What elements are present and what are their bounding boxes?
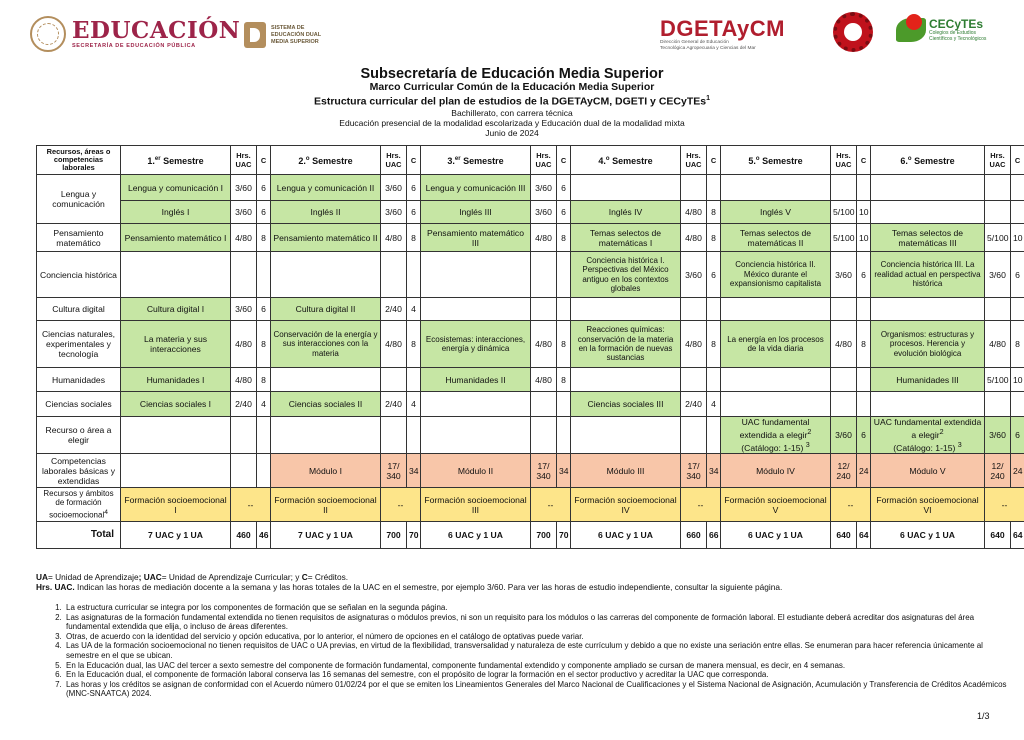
empty-cell [271, 252, 381, 298]
empty-cell [407, 252, 421, 298]
empty-cell [231, 417, 257, 454]
hrs-cell: 4/80 [231, 224, 257, 252]
title-marco: Marco Curricular Común de la Educación Media Superior [369, 81, 655, 93]
empty-cell [407, 417, 421, 454]
legend [36, 572, 996, 592]
table-header-row [37, 146, 1024, 175]
hrs-cell: 3/60 [831, 417, 857, 454]
area-lengua: Lengua y comunicación [37, 175, 121, 224]
hrs-cell: 4/80 [231, 368, 257, 392]
uac-cell: Conciencia histórica III. La realidad actual en perspectiva histórica [871, 252, 985, 298]
table-row-sociales [37, 392, 1024, 417]
hrs-cell: 3/60 [985, 252, 1011, 298]
uac-cell: La materia y sus interacciones [121, 321, 231, 368]
area-conciencia: Conciencia histórica [37, 252, 121, 298]
hrs-cell: 17/ 340 [681, 454, 707, 488]
uac-cell: Inglés III [421, 201, 531, 224]
credits-cell: 10 [857, 201, 871, 224]
uac-cell: Formación socioemocional III [421, 488, 531, 522]
credits-cell: 8 [257, 321, 271, 368]
hrs-cell: 4/80 [381, 321, 407, 368]
empty-cell [1011, 175, 1024, 201]
title-fecha: Junio de 2024 [485, 127, 539, 138]
uac-cell: Formación socioemocional II [271, 488, 381, 522]
uac-cell: Lengua y comunicación III [421, 175, 531, 201]
empty-cell [531, 252, 557, 298]
total-credits-cell: 70 [557, 522, 571, 549]
title-estructura: Estructura curricular del plan de estudios de la DGETAyCM, DGETI y CECyTEs$^1$ [313, 95, 710, 108]
document-titles [0, 66, 1024, 138]
uac-cell: Ciencias sociales I [121, 392, 231, 417]
empty-cell [257, 417, 271, 454]
credits-cell: 8 [1011, 321, 1024, 368]
empty-cell [985, 298, 1011, 321]
uac-cell: Módulo III [571, 454, 681, 488]
area-socioemocional: Recursos y ámbitos de formación socioemocional$^4$ [37, 488, 121, 522]
dgetaycm-sub-2: Tecnológica Agropecuaria y Ciencias del Mar [660, 46, 756, 51]
hrs-cell: 2/40 [381, 392, 407, 417]
empty-cell [681, 175, 707, 201]
header-hrs-uac-5: Hrs. UAC [831, 146, 857, 175]
mexico-seal-icon [30, 16, 66, 52]
hrs-cell: 3/60 [681, 252, 707, 298]
empty-cell [707, 298, 721, 321]
hrs-cell: 2/40 [231, 392, 257, 417]
empty-cell [831, 298, 857, 321]
empty-cell [571, 175, 681, 201]
hrs-cell: -- [985, 488, 1024, 522]
uac-cell: Módulo V [871, 454, 985, 488]
header-semester-4: 4.$^o$ Semestre [571, 146, 681, 175]
hrs-cell: 4/80 [831, 321, 857, 368]
credits-cell: 10 [857, 224, 871, 252]
empty-cell [707, 175, 721, 201]
uac-cell: Ciencias sociales II [271, 392, 381, 417]
educacion-logo-name: EDUCACIÓN [72, 17, 241, 44]
credits-cell: 34 [557, 454, 571, 488]
header-semester-5: 5.$^o$ Semestre [721, 146, 831, 175]
empty-cell [531, 298, 557, 321]
empty-cell [557, 298, 571, 321]
credits-cell: 8 [557, 368, 571, 392]
uac-cell: Inglés V [721, 201, 831, 224]
total-hrs-cell: 700 [531, 522, 557, 549]
hrs-cell: -- [531, 488, 571, 522]
empty-cell [381, 252, 407, 298]
footnote-2: 2. Las asignaturas de la formación fundamental extendida no tienen requisitos de asignaturas o módulos previos, ni son un requisito para los módulos o las carreras del componente de formación laboral. El estudiante deberá acreditar dos asignaturas del área fundamental extendida que elija, o incluso de áreas diferentes. [64, 613, 1014, 632]
leaf-icon [896, 18, 926, 42]
credits-cell: 4 [407, 298, 421, 321]
uac-cell: Pensamiento matemático I [121, 224, 231, 252]
total-credits-cell: 46 [257, 522, 271, 549]
uac-cell: Conciencia histórica II. México durante el expansionismo capitalista [721, 252, 831, 298]
hrs-cell: 5/100 [985, 368, 1011, 392]
hrs-cell: 3/60 [381, 201, 407, 224]
credits-cell: 10 [1011, 224, 1024, 252]
empty-cell [721, 368, 831, 392]
header-hrs-uac-6: Hrs. UAC [985, 146, 1011, 175]
hrs-cell: 3/60 [381, 175, 407, 201]
uac-cell: La energía en los procesos de la vida diaria [721, 321, 831, 368]
table-row-recurso [37, 417, 1024, 454]
empty-cell [557, 252, 571, 298]
hrs-cell: 4/80 [531, 224, 557, 252]
header-semester-6: 6.$^o$ Semestre [871, 146, 985, 175]
hrs-cell: -- [231, 488, 271, 522]
empty-cell [707, 368, 721, 392]
uac-cell: Ciencias sociales III [571, 392, 681, 417]
credits-cell: 6 [707, 252, 721, 298]
dgeti-logo [833, 12, 873, 52]
header-hrs-uac-4: Hrs. UAC [681, 146, 707, 175]
empty-cell [121, 252, 231, 298]
uac-cell: Formación socioemocional I [121, 488, 231, 522]
credits-cell: 4 [257, 392, 271, 417]
credits-cell: 6 [257, 175, 271, 201]
hrs-cell: -- [831, 488, 871, 522]
uac-cell: Inglés II [271, 201, 381, 224]
empty-cell [857, 392, 871, 417]
dual-mark-icon [244, 22, 266, 48]
hrs-cell: 2/40 [381, 298, 407, 321]
empty-cell [721, 392, 831, 417]
credits-cell: 8 [707, 321, 721, 368]
dgetaycm-logo [660, 18, 785, 52]
table-row-cultura [37, 298, 1024, 321]
credits-cell: 4 [707, 392, 721, 417]
credits-cell: 6 [257, 298, 271, 321]
credits-cell: 6 [557, 201, 571, 224]
empty-cell [871, 201, 985, 224]
empty-cell [231, 454, 257, 488]
table-row-competencias [37, 454, 1024, 488]
footnote-4: 4. Las UA de la formación socioemocional no tienen requisitos de UAC o UA previas, en virtud de la flexibilidad, transversalidad y naturaleza de este currículum y debido a que no existe una seriación entre ellas. Se enumeran para hacer referencia únicamente al semestre en el que se ubican. [64, 641, 1014, 660]
hrs-cell: 4/80 [381, 224, 407, 252]
empty-cell [557, 392, 571, 417]
table-row-ciencias [37, 321, 1024, 368]
uac-cell: Módulo II [421, 454, 531, 488]
curriculum-table [36, 145, 1024, 549]
empty-cell [681, 368, 707, 392]
uac-cell: Cultura digital II [271, 298, 381, 321]
empty-cell [531, 392, 557, 417]
hrs-cell: 4/80 [681, 224, 707, 252]
empty-cell [985, 201, 1011, 224]
total-label: Total [37, 522, 121, 549]
hrs-cell: 2/40 [681, 392, 707, 417]
empty-cell [1011, 298, 1024, 321]
credits-cell: 8 [557, 224, 571, 252]
table-row-lengua [37, 175, 1024, 201]
empty-cell [421, 417, 531, 454]
empty-cell [871, 392, 985, 417]
hrs-cell: 4/80 [231, 321, 257, 368]
empty-cell [681, 298, 707, 321]
empty-cell [271, 368, 381, 392]
uac-cell: Temas selectos de matemáticas I [571, 224, 681, 252]
hrs-cell: -- [381, 488, 421, 522]
empty-cell [231, 252, 257, 298]
header-hrs-uac-3: Hrs. UAC [531, 146, 557, 175]
total-uac-cell: 7 UAC y 1 UA [271, 522, 381, 549]
empty-cell [381, 417, 407, 454]
hrs-cell: 3/60 [985, 417, 1011, 454]
empty-cell [421, 392, 531, 417]
credits-cell: 6 [407, 175, 421, 201]
empty-cell [271, 417, 381, 454]
title-bachillerato: Bachillerato, con carrera técnica [451, 107, 573, 118]
header-semester-1: 1.$^{er}$ Semestre [121, 146, 231, 175]
empty-cell [721, 298, 831, 321]
total-credits-cell: 70 [407, 522, 421, 549]
uac-cell: Cultura digital I [121, 298, 231, 321]
empty-cell [421, 252, 531, 298]
table-row-pensamiento [37, 224, 1024, 252]
header-hrs-uac-1: Hrs. UAC [231, 146, 257, 175]
header-hrs-uac-2: Hrs. UAC [381, 146, 407, 175]
hrs-cell: 3/60 [231, 175, 257, 201]
total-credits-cell: 64 [1011, 522, 1024, 549]
empty-cell [721, 175, 831, 201]
empty-cell [871, 175, 985, 201]
uac-cell: Formación socioemocional IV [571, 488, 681, 522]
logo-bar [30, 10, 994, 62]
total-credits-cell: 66 [707, 522, 721, 549]
empty-cell [421, 298, 531, 321]
hrs-cell: 17/ 340 [531, 454, 557, 488]
total-uac-cell: 6 UAC y 1 UA [721, 522, 831, 549]
uac-cell: Conservación de la energía y sus interacciones con la materia [271, 321, 381, 368]
empty-cell [831, 175, 857, 201]
table-row-socioemocional [37, 488, 1024, 522]
footnote-7: 7. Las horas y los créditos se asignan de conformidad con el Acuerdo número 01/02/24 por el que se emiten los Lineamientos Generales del Marco Nacional de Cualificaciones y el Sistema Nacional de Asignación, Acumulación y Transferencia de Créditos Académicos (MNC-SNAATCA) 2024. [64, 680, 1014, 699]
hrs-cell: 5/100 [985, 224, 1011, 252]
credits-cell: 6 [1011, 417, 1024, 454]
empty-cell [121, 454, 231, 488]
area-sociales: Ciencias sociales [37, 392, 121, 417]
footnotes [44, 603, 1014, 699]
hrs-cell: 4/80 [531, 368, 557, 392]
uac-cell: Humanidades II [421, 368, 531, 392]
credits-cell: 8 [707, 201, 721, 224]
credits-cell: 10 [1011, 368, 1024, 392]
uac-cell: Temas selectos de matemáticas III [871, 224, 985, 252]
total-hrs-cell: 660 [681, 522, 707, 549]
hrs-cell: 5/100 [831, 201, 857, 224]
credits-cell: 8 [707, 224, 721, 252]
total-hrs-cell: 640 [831, 522, 857, 549]
uac-cell: Inglés IV [571, 201, 681, 224]
credits-cell: 6 [1011, 252, 1024, 298]
cecytes-name: CECyTEs [929, 17, 984, 31]
footnote-5: 5. En la Educación dual, las UAC del tercer a sexto semestre del componente de formación fundamental, componente fundamental extendido y componente ampliado se cursan de manera mensual, es decir, en 4 semanas. [64, 661, 1014, 671]
credits-cell: 24 [857, 454, 871, 488]
educacion-logo-sub: SECRETARÍA DE EDUCACIÓN PÚBLICA [72, 43, 196, 49]
total-hrs-cell: 700 [381, 522, 407, 549]
header-c-1: C [257, 146, 271, 175]
hrs-cell: 3/60 [231, 201, 257, 224]
uac-cell: Formación socioemocional V [721, 488, 831, 522]
header-c-6: C [1011, 146, 1024, 175]
uac-cell: Pensamiento matemático II [271, 224, 381, 252]
empty-cell [121, 417, 231, 454]
header-c-5: C [857, 146, 871, 175]
uac-cell: Inglés I [121, 201, 231, 224]
uac-cell: Reacciones químicas: conservación de la materia en la formación de nuevas sustancias [571, 321, 681, 368]
total-hrs-cell: 640 [985, 522, 1011, 549]
area-competencias: Competencias laborales básicas y extendidas [37, 454, 121, 488]
hrs-cell: 4/80 [681, 321, 707, 368]
credits-cell: 8 [257, 224, 271, 252]
empty-cell [857, 368, 871, 392]
footnote-1: 1. La estructura curricular se integra por los componentes de formación que se señalan en la segunda página. [64, 603, 1014, 613]
uac-cell: Humanidades III [871, 368, 985, 392]
footnote-6: 6. En la Educación dual, el componente de formación laboral conserva las 16 semanas del semestre, con el propósito de lograr la formación en el sector productivo y acreditar la UAC que corresponda. [64, 670, 1014, 680]
credits-cell: 6 [407, 201, 421, 224]
page-number: 1/3 [977, 711, 990, 721]
empty-cell [571, 368, 681, 392]
dgetaycm-name: DGETAyCM [660, 16, 785, 41]
empty-cell [1011, 201, 1024, 224]
area-humanidades: Humanidades [37, 368, 121, 392]
table-row-ingles [37, 201, 1024, 224]
credits-cell: 8 [557, 321, 571, 368]
credits-cell: 24 [1011, 454, 1024, 488]
empty-cell [257, 454, 271, 488]
total-credits-cell: 64 [857, 522, 871, 549]
credits-cell: 6 [857, 417, 871, 454]
table-row-conciencia [37, 252, 1024, 298]
total-uac-cell: 6 UAC y 1 UA [421, 522, 531, 549]
empty-cell [985, 392, 1011, 417]
area-ciencias: Ciencias naturales, experimentales y tecnología [37, 321, 121, 368]
credits-cell: 8 [407, 321, 421, 368]
hrs-cell: 17/ 340 [381, 454, 407, 488]
empty-cell [681, 417, 707, 454]
header-c-2: C [407, 146, 421, 175]
cecytes-sub-1: Colegios de Estudios [929, 30, 976, 36]
sistema-dual-logo [244, 22, 321, 48]
legend-line-2: Hrs. UAC. Indican las horas de mediación docente a la semana y las horas totales de la UAC en el semestre, por ejemplo 3/60. Para ver las horas de estudio independiente, consultar la siguiente página. [36, 582, 783, 592]
empty-cell [571, 417, 681, 454]
uac-cell: Organismos: estructuras y procesos. Herencia y evolución biológica [871, 321, 985, 368]
uac-cell: Conciencia histórica I. Perspectivas del México antiguo en los contextos globales [571, 252, 681, 298]
credits-cell: 6 [557, 175, 571, 201]
empty-cell [557, 417, 571, 454]
credits-cell: 8 [407, 224, 421, 252]
area-cultura: Cultura digital [37, 298, 121, 321]
credits-cell: 6 [857, 252, 871, 298]
credits-cell: 34 [707, 454, 721, 488]
empty-cell [857, 175, 871, 201]
hrs-cell: 3/60 [231, 298, 257, 321]
credits-cell: 8 [857, 321, 871, 368]
hrs-cell: 4/80 [531, 321, 557, 368]
hrs-cell: 4/80 [681, 201, 707, 224]
educacion-logo [30, 16, 240, 52]
uac-cell: Lengua y comunicación I [121, 175, 231, 201]
uac-cell: Temas selectos de matemáticas II [721, 224, 831, 252]
cecytes-logo [896, 18, 986, 42]
hrs-cell: 3/60 [831, 252, 857, 298]
area-pensamiento: Pensamiento matemático [37, 224, 121, 252]
total-uac-cell: 6 UAC y 1 UA [571, 522, 681, 549]
total-uac-cell: 7 UAC y 1 UA [121, 522, 231, 549]
title-subsecretaria: Subsecretaría de Educación Media Superior [360, 66, 664, 82]
hrs-cell: 3/60 [531, 201, 557, 224]
header-semester-2: 2.$^o$ Semestre [271, 146, 381, 175]
total-hrs-cell: 460 [231, 522, 257, 549]
uac-cell: Lengua y comunicación II [271, 175, 381, 201]
dual-line-1: SISTEMA DE [271, 24, 305, 31]
credits-cell: 4 [407, 392, 421, 417]
table-row-humanidades [37, 368, 1024, 392]
uac-cell: UAC fundamental extendida a elegir$^2$ (Catálogo: 1-15) $^3$ [871, 417, 985, 454]
empty-cell [381, 368, 407, 392]
empty-cell [857, 298, 871, 321]
footnote-3: 3. Otras, de acuerdo con la identidad del servicio y opción educativa, por lo anterior, el número de opciones en el catálogo de optativas puede variar. [64, 632, 1014, 642]
hrs-cell: 3/60 [531, 175, 557, 201]
credits-cell: 6 [257, 201, 271, 224]
empty-cell [831, 392, 857, 417]
hrs-cell: -- [681, 488, 721, 522]
credits-cell: 34 [407, 454, 421, 488]
empty-cell [531, 417, 557, 454]
uac-cell: Humanidades I [121, 368, 231, 392]
uac-cell: Módulo IV [721, 454, 831, 488]
dual-line-3: MEDIA SUPERIOR [271, 38, 319, 45]
empty-cell [871, 298, 985, 321]
empty-cell [985, 175, 1011, 201]
empty-cell [831, 368, 857, 392]
uac-cell: Módulo I [271, 454, 381, 488]
table-row-total [37, 522, 1024, 549]
header-c-3: C [557, 146, 571, 175]
hrs-cell: 5/100 [831, 224, 857, 252]
uac-cell: Pensamiento matemático III [421, 224, 531, 252]
uac-cell: UAC fundamental extendida a elegir$^2$ (Catálogo: 1-15) $^3$ [721, 417, 831, 454]
dual-line-2: EDUCACIÓN DUAL [271, 31, 322, 38]
empty-cell [707, 417, 721, 454]
hrs-cell: 12/ 240 [831, 454, 857, 488]
header-semester-3: 3.$^{er}$ Semestre [421, 146, 531, 175]
gear-icon [833, 12, 873, 52]
cecytes-sub-2: Científicos y Tecnológicos [929, 36, 987, 42]
title-modalidad: Educación presencial de la modalidad escolarizada y Educación dual de la modalidad mixta [339, 117, 685, 128]
empty-cell [1011, 392, 1024, 417]
uac-cell: Ecosistemas: interacciones, energía y dinámica [421, 321, 531, 368]
header-area: Recursos, áreas o competencias laborales [37, 146, 121, 175]
hrs-cell: 12/ 240 [985, 454, 1011, 488]
area-recurso: Recurso o área a elegir [37, 417, 121, 454]
empty-cell [257, 252, 271, 298]
header-c-4: C [707, 146, 721, 175]
legend-line-1: UA= Unidad de Aprendizaje; UAC= Unidad de Aprendizaje Curricular; y C= Créditos. [36, 572, 349, 582]
total-uac-cell: 6 UAC y 1 UA [871, 522, 985, 549]
dgetaycm-sub-1: Dirección General de Educación [660, 40, 729, 45]
hrs-cell: 4/80 [985, 321, 1011, 368]
uac-cell: Formación socioemocional VI [871, 488, 985, 522]
empty-cell [407, 368, 421, 392]
empty-cell [571, 298, 681, 321]
credits-cell: 8 [257, 368, 271, 392]
